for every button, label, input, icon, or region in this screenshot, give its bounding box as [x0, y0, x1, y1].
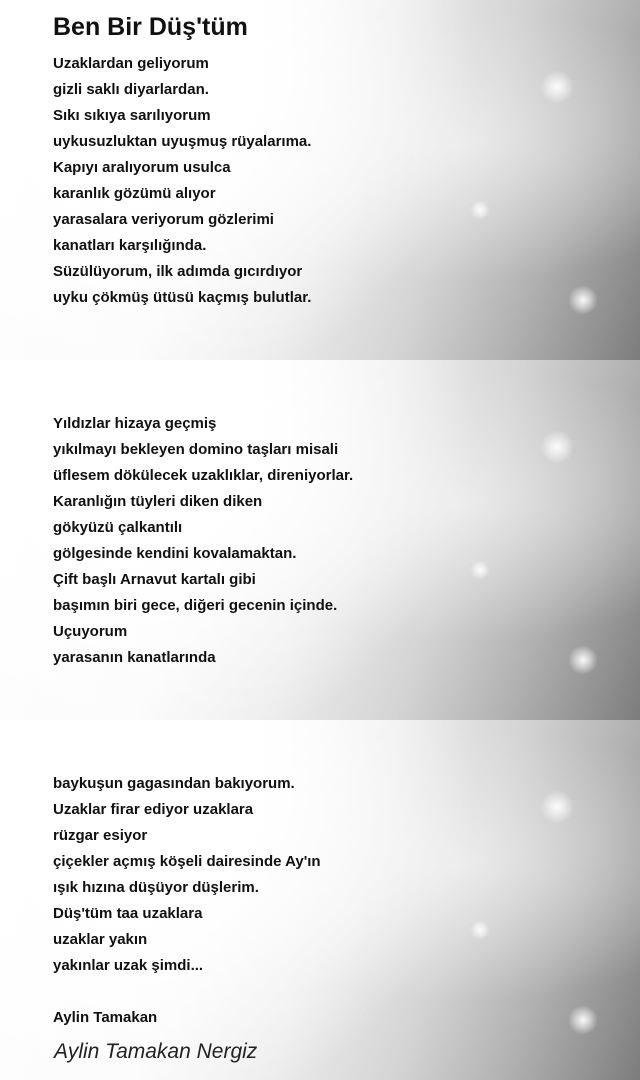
bokeh-light: [540, 430, 574, 464]
poem-line: Çift başlı Arnavut kartalı gibi: [53, 571, 256, 588]
poem-line: uykusuzluktan uyuşmuş rüyalarıma.: [53, 133, 312, 150]
poem-line: üflesem dökülecek uzaklıklar, direniyorlar.: [53, 467, 354, 484]
poem-line: başımın biri gece, diğeri gecenin içinde.: [53, 597, 338, 614]
bokeh-light: [568, 645, 598, 675]
poem-panel-3: [0, 720, 640, 1080]
bokeh-light: [470, 920, 490, 940]
poem-line: çiçekler açmış köşeli dairesinde Ay'ın: [53, 853, 321, 870]
bokeh-light: [540, 790, 574, 824]
poem-author: Aylin Tamakan: [53, 1009, 158, 1026]
bokeh-light: [540, 70, 574, 104]
bokeh-light: [568, 1005, 598, 1035]
poem-line: Yıldızlar hizaya geçmiş: [53, 415, 217, 432]
poem-line: yarasanın kanatlarında: [53, 649, 216, 666]
poem-line: Uçuyorum: [53, 623, 128, 640]
poem-title: Ben Bir Düş'tüm: [53, 13, 248, 41]
poem-stanza-3: [53, 771, 321, 979]
poem-line: ışık hızına düşüyor düşlerim.: [53, 879, 259, 896]
poem-stanza-2: [53, 411, 353, 671]
poem-line: uyku çökmüş ütüsü kaçmış bulutlar.: [53, 289, 312, 306]
poem-stanza-1: [53, 51, 311, 311]
poem-line: karanlık gözümü alıyor: [53, 185, 216, 202]
poem-line: Sıkı sıkıya sarılıyorum: [53, 107, 211, 124]
poem-line: Karanlığın tüyleri diken diken: [53, 493, 263, 510]
poem-line: Uzaklardan geliyorum: [53, 55, 209, 72]
poem-line: gizli saklı diyarlardan.: [53, 81, 209, 98]
poem-line: rüzgar esiyor: [53, 827, 148, 844]
author-signature: Aylin Tamakan Nergiz: [54, 1040, 258, 1063]
poem-line: Düş'tüm taa uzaklara: [53, 905, 203, 922]
poem-line: gökyüzü çalkantılı: [53, 519, 183, 536]
poem-line: Kapıyı aralıyorum usulca: [53, 159, 231, 176]
bokeh-light: [568, 285, 598, 315]
poem-line: yarasalara veriyorum gözlerimi: [53, 211, 274, 228]
bokeh-light: [470, 200, 490, 220]
poem-line: Süzülüyorum, ilk adımda gıcırdıyor: [53, 263, 303, 280]
poem-line: kanatları karşılığında.: [53, 237, 207, 254]
poem-line: Uzaklar firar ediyor uzaklara: [53, 801, 254, 818]
poem-line: gölgesinde kendini kovalamaktan.: [53, 545, 297, 562]
bokeh-light: [470, 560, 490, 580]
poem-line: yıkılmayı bekleyen domino taşları misali: [53, 441, 339, 458]
poem-line: baykuşun gagasından bakıyorum.: [53, 775, 295, 792]
poem-panel-1: [0, 0, 640, 360]
poem-panel-2: [0, 360, 640, 720]
poem-line: uzaklar yakın: [53, 931, 148, 948]
poem-line: yakınlar uzak şimdi...: [53, 957, 204, 974]
